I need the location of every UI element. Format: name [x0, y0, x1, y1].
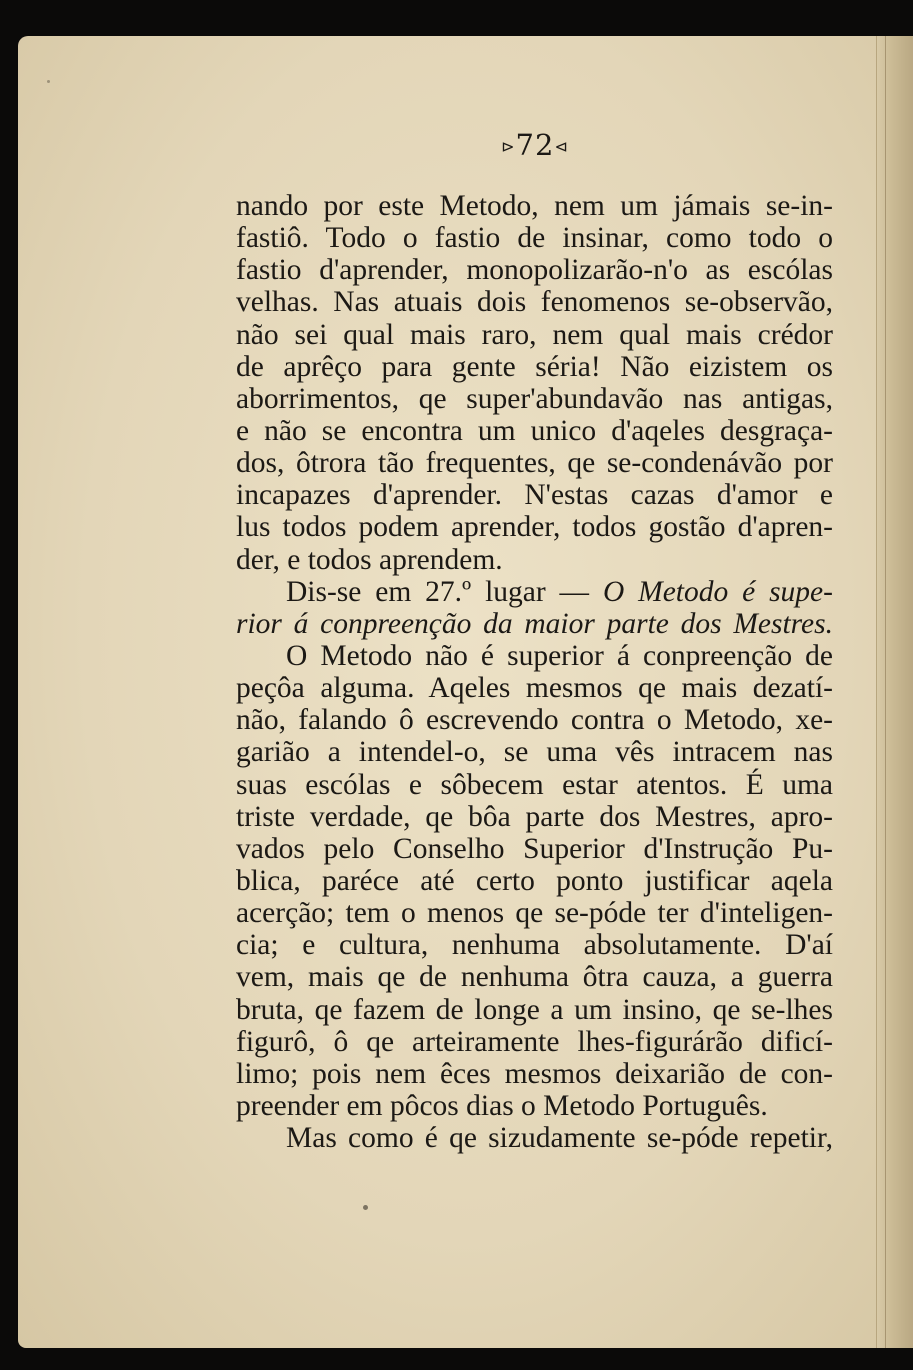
text-line: incapazes d'aprender. N'estas cazas d'amor e	[236, 479, 833, 512]
text-line: bruta, qe fazem de longe a um insino, qe se-lhes	[236, 993, 833, 1026]
text-line: fastiô. Todo o fastio de insinar, como todo o	[236, 222, 833, 255]
text-line: vem, mais qe de nenhuma ôtra cauza, a guerra	[236, 961, 833, 994]
text-line: blica, paréce até certo ponto justificar aqela	[236, 864, 833, 897]
text-line: vados pelo Conselho Superior d'Instrução Pu-	[236, 832, 833, 865]
text-line: dos, ôtrora tão frequentes, qe se-condenávão por	[236, 447, 833, 480]
statement-italic-line: rior á conpreenção da maior parte dos Mestres.	[236, 607, 833, 640]
text-line: lus todos podem aprender, todos gostão d'apren-	[236, 511, 833, 544]
statement-italic: O Metodo é supe-	[602, 575, 833, 608]
text-line: e não se encontra um unico d'aqeles desgraça-	[236, 414, 833, 447]
page-number-value: 72	[515, 128, 555, 162]
text-line: fastio d'aprender, monopolizarão-n'o as escólas	[236, 254, 833, 287]
statement-lead: Dis-se em 27.º lugar —	[286, 575, 603, 608]
text-line: figurô, ô qe arteiramente lhes-figurárão dificí-	[236, 1025, 833, 1058]
text-line: aborrimentos, qe super'abundavão nas antigas,	[236, 382, 833, 415]
page-edge	[876, 36, 913, 1348]
text-line: de aprêço para gente séria! Não eizistem os	[236, 350, 833, 383]
text-line: triste verdade, qe bôa parte dos Mestres, apro-	[236, 800, 833, 833]
text-line: velhas. Nas atuais dois fenomenos se-observão,	[236, 286, 833, 319]
text-line: não, falando ô escrevendo contra o Metodo, xe-	[236, 704, 833, 737]
text-line: nando por este Metodo, nem um jámais se-in-	[236, 190, 833, 222]
section-statement	[236, 576, 833, 608]
text-line: não sei qual mais raro, nem qual mais crédor	[236, 318, 833, 351]
body-text	[236, 190, 833, 1154]
text-line: preender em pôcos dias o Metodo Português.	[236, 1089, 768, 1122]
text-line: der, e todos aprendem.	[236, 543, 503, 576]
folio-ornament-left: ⊳	[501, 137, 516, 156]
text-line: peçôa alguma. Aqeles mesmos qe mais dezatí-	[236, 672, 833, 705]
ink-speck	[47, 80, 50, 83]
text-line: garião a intendel-o, se uma vês intracem nas	[236, 736, 833, 769]
folio-ornament-right: ⊲	[554, 137, 569, 156]
text-line: acerção; tem o menos qe se-póde ter d'inteligen-	[236, 897, 833, 930]
text-line: O Metodo não é superior á conpreenção de	[286, 639, 833, 672]
text-line: suas escólas e sôbecem estar atentos. É uma	[236, 768, 833, 801]
ink-speck	[363, 1205, 368, 1210]
text-line: Mas como é qe sizudamente se-póde repetir,	[286, 1122, 833, 1155]
text-line: limo; pois nem êces mesmos deixarião de con-	[236, 1057, 833, 1090]
page-number	[0, 128, 913, 162]
text-line: cia; e cultura, nenhuma absolutamente. D'aí	[236, 929, 833, 962]
